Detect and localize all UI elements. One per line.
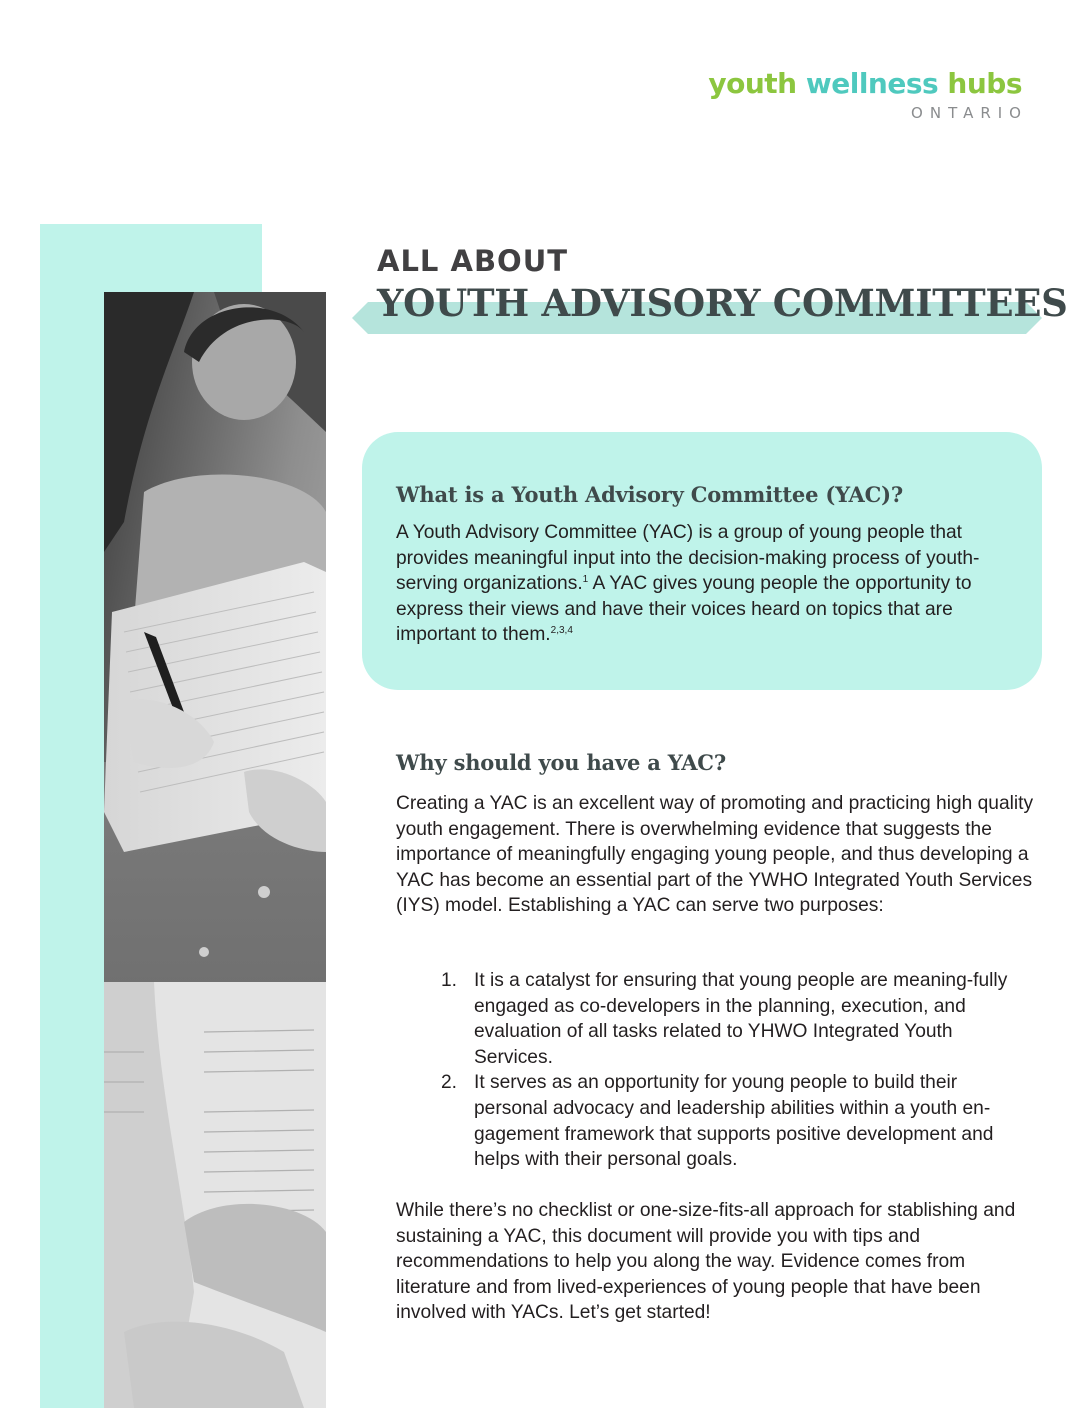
footnote-ref-2[interactable]: 2,3,4 <box>550 625 573 637</box>
purposes-list <box>441 968 1036 1173</box>
page-title: YOUTH ADVISORY COMMITTEES <box>377 281 1068 325</box>
why-yac-section <box>396 750 1036 919</box>
list-item-text: It is a catalyst for ensuring that young people are meaning-fully engaged as co-developers in the planning, execution, and evaluation of all tasks related to YHWO Integrated Youth Services. <box>474 970 1008 1068</box>
list-item <box>441 968 1036 1070</box>
list-item-text: It serves as an opportunity for young people to build their personal advocacy and leadership abilities within a youth en-gagement framework that supports positive development and helps with their personal goals. <box>474 1072 994 1171</box>
ywho-logo <box>708 67 1028 122</box>
list-item <box>441 1070 1036 1172</box>
callout-text-1: A Youth Advisory Committee (YAC) is a group of young people that provides meaningful input into the decision-making process of youth-serving organizations. <box>396 522 980 595</box>
callout-body <box>396 520 1026 648</box>
callout-text-2: A YAC gives young people the opportunity to express their views and have their voices heard on topics that are important to them. <box>396 573 972 646</box>
logo-word-wellness: wellness <box>805 67 939 100</box>
title-kicker: ALL ABOUT <box>377 244 569 278</box>
list-item-number: 2. <box>441 1072 458 1094</box>
logo-subtitle: ONTARIO <box>911 104 1028 122</box>
logo-wordmark <box>708 67 1022 100</box>
students-writing-photo <box>104 292 326 1408</box>
yac-definition-callout <box>362 432 1042 690</box>
list-item-number: 1. <box>441 970 458 991</box>
closing-paragraph: While there’s no checklist or one-size-fits-all approach for stablishing and sustaining a YAC, this document will provide you with tips and recommendations to help you along the way. Evidence comes from literature and from lived-experiences of young people that have been involved with YACs. Let’s get started! <box>396 1200 1016 1324</box>
photo-illustration <box>104 292 326 1408</box>
callout-heading: What is a Youth Advisory Committee (YAC)? <box>396 482 903 507</box>
section-intro: Creating a YAC is an excellent way of promoting and practicing high quality youth engagement. There is overwhelming evidence that suggests the importance of meaningfully engaging young people, and thus developing a YAC has become an essential part of the YWHO Integrated Youth Services (IYS) model. Establishing a YAC can serve two purposes: <box>396 793 1034 917</box>
logo-word-hubs: hubs <box>947 67 1022 100</box>
logo-word-youth: youth <box>708 67 797 100</box>
section-heading: Why should you have a YAC? <box>396 750 726 775</box>
footnote-ref-1[interactable]: 1 <box>582 574 589 586</box>
